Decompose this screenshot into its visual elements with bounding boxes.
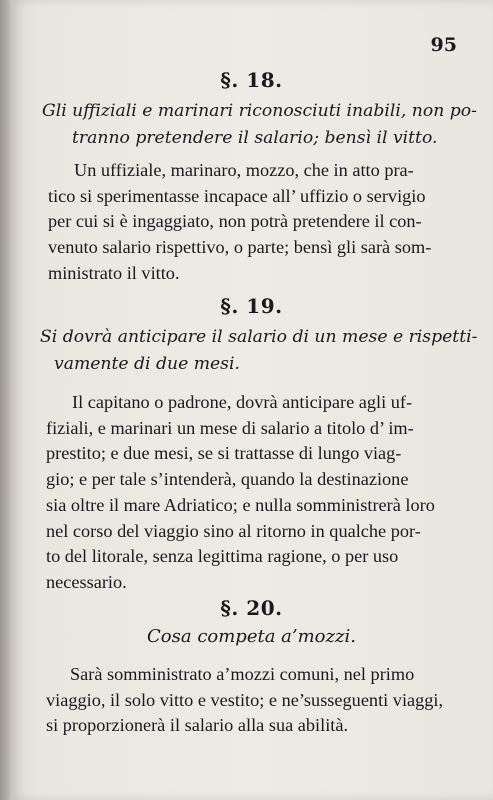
body-line: to del litorale, senza legittima ragione, o per uso	[46, 546, 399, 567]
body-line: per cui si è ingaggiato, non potrà pretendere il con-	[48, 211, 422, 232]
body-line: gio; e per tale s’intenderà, quando la destinazione	[46, 469, 409, 490]
book-page	[10, 0, 493, 800]
section-19-title-line: vamente di due mesi.	[54, 354, 240, 374]
section-20-heading: §. 20.	[220, 596, 283, 620]
section-18-heading: §. 18.	[220, 68, 283, 92]
body-line: nel corso del viaggio sino al ritorno in qualche por-	[46, 520, 421, 541]
body-line: fiziali, e marinari un mese di salario a titolo d’ im-	[46, 417, 414, 438]
body-line: tico si sperimentasse incapace all’ uffizio o servigio	[48, 185, 426, 206]
body-line: Sarà somministrato a’mozzi comuni, nel primo	[70, 664, 415, 684]
section-20-title	[10, 623, 493, 650]
section-18-body	[48, 158, 431, 287]
section-19-title	[40, 324, 477, 378]
section-20-body	[46, 662, 443, 739]
section-19-heading: §. 19.	[220, 294, 283, 318]
body-line: prestito; e due mesi, se si trattasse di lungo viag-	[46, 443, 402, 464]
book-spine-shadow	[0, 0, 10, 800]
body-line: venuto salario rispettivo, o parte; bensì gli sarà som-	[48, 237, 432, 258]
section-19-body	[46, 390, 435, 596]
body-line: necessario.	[46, 571, 127, 592]
section-18-title-line: tranno pretendere il salario; bensì il vitto.	[72, 128, 438, 148]
body-line: sia oltre il mare Adriatico; e nulla somministrerà loro	[46, 494, 435, 515]
page-number: 95	[430, 34, 457, 56]
section-20-title-line: Cosa competa a’mozzi.	[147, 626, 356, 647]
body-line: ministrato il vitto.	[48, 262, 180, 283]
body-line: si proporzionerà il salario alla sua abilità.	[46, 715, 349, 736]
section-18-title	[42, 98, 477, 152]
body-line: Il capitano o padrone, dovrà anticipare agli uf-	[72, 392, 413, 412]
section-18-title-line: Gli uffiziali e marinari riconosciuti inabili, non po-	[42, 101, 477, 121]
body-line: Un uffiziale, marinaro, mozzo, che in atto pra-	[74, 160, 414, 180]
body-line: viaggio, il solo vitto e vestito; e ne’susseguenti viaggi,	[46, 689, 444, 710]
section-19-title-line: Si dovrà anticipare il salario di un mese e rispetti-	[40, 327, 478, 347]
